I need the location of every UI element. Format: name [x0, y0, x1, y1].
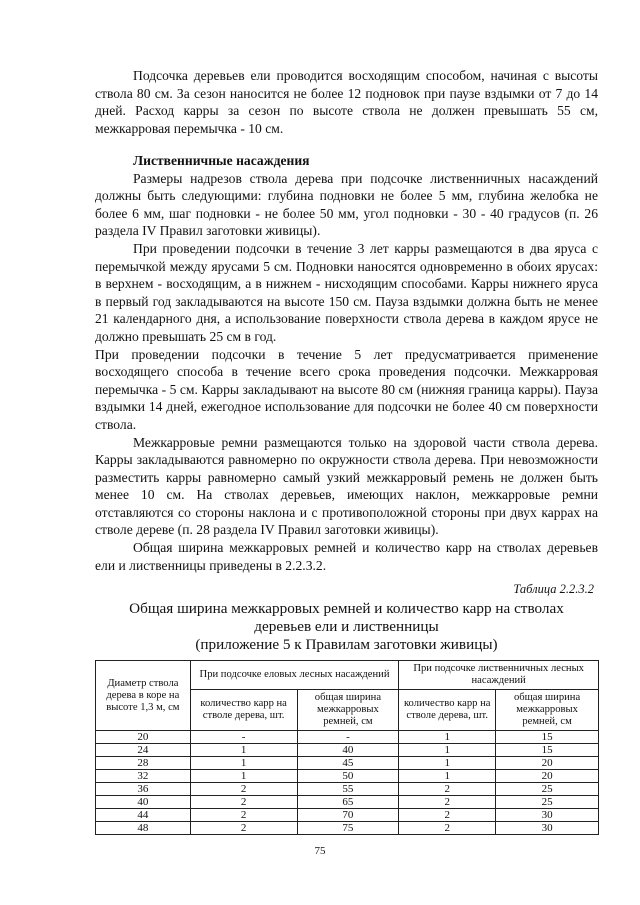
table-row — [96, 770, 599, 783]
header-larch-width: общая ширина межкарровых ремней, см — [496, 690, 599, 731]
header-spruce-count: количество карр на стволе дерева, шт. — [190, 690, 297, 731]
cell-larch-count: 1 — [399, 757, 496, 770]
cell-spruce-width: 40 — [297, 744, 399, 757]
cell-diameter: 40 — [96, 796, 191, 809]
paragraph-spruce: Подсочка деревьев ели проводится восходящим способом, начиная с высоты ствола 80 см. За сезон наносится не более 12 подновок при паузе вздымки от 7 до 14 дней. Расход карры за сезон по высоте ствола не должен превышать 55 см, межкарровая перемычка - 10 см. — [95, 68, 598, 136]
paragraph-three-years: При проведении подсочки в течение 3 лет карры размещаются в два яруса с перемычкой между ярусами 5 см. Подновки наносятся одновременно в обоих ярусах: в верхнем - восходящим, а в нижнем - нисходящим способами. Карры нижнего яруса в первый год закладываются на высоте 150 см. Пауза вздымки должна быть не менее 21 календарного дня, а использование поверхности ствола дерева в каждом ярусе не должно превышать 25 см в год. — [95, 240, 598, 344]
table-title-line-2: деревьев ели и лиственницы — [254, 618, 439, 635]
cell-spruce-width: - — [297, 731, 399, 744]
header-spruce: При подсочке еловых лесных насаждений — [190, 661, 399, 690]
header-spruce-width: общая ширина межкарровых ремней, см — [297, 690, 399, 731]
cell-spruce-count: 1 — [190, 757, 297, 770]
cell-spruce-count: 1 — [190, 770, 297, 783]
cell-spruce-width: 45 — [297, 757, 399, 770]
cell-diameter: 36 — [96, 783, 191, 796]
cell-spruce-count: 2 — [190, 796, 297, 809]
cell-spruce-width: 70 — [297, 809, 399, 822]
cell-spruce-width: 75 — [297, 822, 399, 835]
cell-larch-width: 15 — [496, 744, 599, 757]
table-title — [95, 600, 598, 654]
cell-diameter: 24 — [96, 744, 191, 757]
cell-larch-count: 2 — [399, 783, 496, 796]
header-larch-count: количество карр на стволе дерева, шт. — [399, 690, 496, 731]
cell-spruce-count: - — [190, 731, 297, 744]
table-row — [96, 731, 599, 744]
cell-larch-width: 20 — [496, 770, 599, 783]
data-table — [95, 660, 599, 835]
cell-larch-width: 15 — [496, 731, 599, 744]
cell-larch-count: 2 — [399, 822, 496, 835]
cell-spruce-count: 2 — [190, 809, 297, 822]
cell-larch-width: 30 — [496, 809, 599, 822]
paragraph-belts: Межкарровые ремни размещаются только на здоровой части ствола дерева. Карры закладываются равномерно по окружности ствола дерева. При невозможности разместить карры равномерно самый узкий межкарровый ремень не должен быть менее 10 см. На стволах деревьев, имеющих наклон, межкарровые ремни отставляются со стороны наклона и с противоположной стороны при двух каррах на стволе дереве (п. 28 раздела IV Правил заготовки живицы). — [95, 434, 598, 538]
paragraph-larch-sizes: Размеры надрезов ствола дерева при подсочке лиственничных насаждений должны быть следующими: глубина подновки не более 5 мм, глубина желобка не более 6 мм, шаг подновки - не более 50 мм, угол подновки - 30 - 40 градусов (п. 26 раздела IV Правил заготовки живицы). — [95, 170, 598, 239]
cell-diameter: 20 — [96, 731, 191, 744]
cell-larch-count: 1 — [399, 744, 496, 757]
cell-diameter: 48 — [96, 822, 191, 835]
cell-larch-width: 30 — [496, 822, 599, 835]
cell-larch-count: 2 — [399, 796, 496, 809]
cell-diameter: 28 — [96, 757, 191, 770]
table-row — [96, 809, 599, 822]
table-title-line-1: Общая ширина межкарровых ремней и количество карр на стволах — [129, 600, 564, 617]
header-diameter: Диаметр ствола дерева в коре на высоте 1,3 м, см — [96, 661, 191, 731]
cell-spruce-width: 50 — [297, 770, 399, 783]
table-row — [96, 744, 599, 757]
cell-spruce-count: 2 — [190, 783, 297, 796]
page-number: 75 — [314, 845, 326, 857]
paragraph-five-years: При проведении подсочки в течение 5 лет предусматривается применение восходящего способа в течение всего срока проведения подсочки. Межкарровая перемычка - 5 см. Карры закладывают на высоте 80 см (нижняя граница карры). Пауза вздымки 14 дней, ежегодное использование для подсочки не более 40 см поверхности ствола. — [95, 346, 598, 432]
cell-diameter: 44 — [96, 809, 191, 822]
table-label: Таблица 2.2.3.2 — [513, 582, 594, 596]
cell-larch-width: 20 — [496, 757, 599, 770]
table-row — [96, 783, 599, 796]
table-body — [96, 731, 599, 835]
paragraph-table-ref: Общая ширина межкарровых ремней и количество карр на стволах деревьев ели и лиственницы приведены в 2.2.3.2. — [95, 540, 598, 573]
cell-larch-count: 2 — [399, 809, 496, 822]
cell-larch-width: 25 — [496, 783, 599, 796]
table-row — [96, 822, 599, 835]
cell-larch-width: 25 — [496, 796, 599, 809]
cell-spruce-count: 1 — [190, 744, 297, 757]
table-row — [96, 757, 599, 770]
table-row — [96, 796, 599, 809]
larch-section — [95, 152, 598, 574]
cell-spruce-width: 55 — [297, 783, 399, 796]
table-title-line-3: (приложение 5 к Правилам заготовки живицы) — [195, 636, 498, 653]
intro-text — [95, 67, 598, 137]
header-larch: При подсочке лиственничных лесных насаждений — [399, 661, 599, 690]
cell-larch-count: 1 — [399, 731, 496, 744]
section-heading: Лиственничные насаждения — [133, 153, 310, 168]
cell-diameter: 32 — [96, 770, 191, 783]
cell-larch-count: 1 — [399, 770, 496, 783]
cell-spruce-count: 2 — [190, 822, 297, 835]
cell-spruce-width: 65 — [297, 796, 399, 809]
